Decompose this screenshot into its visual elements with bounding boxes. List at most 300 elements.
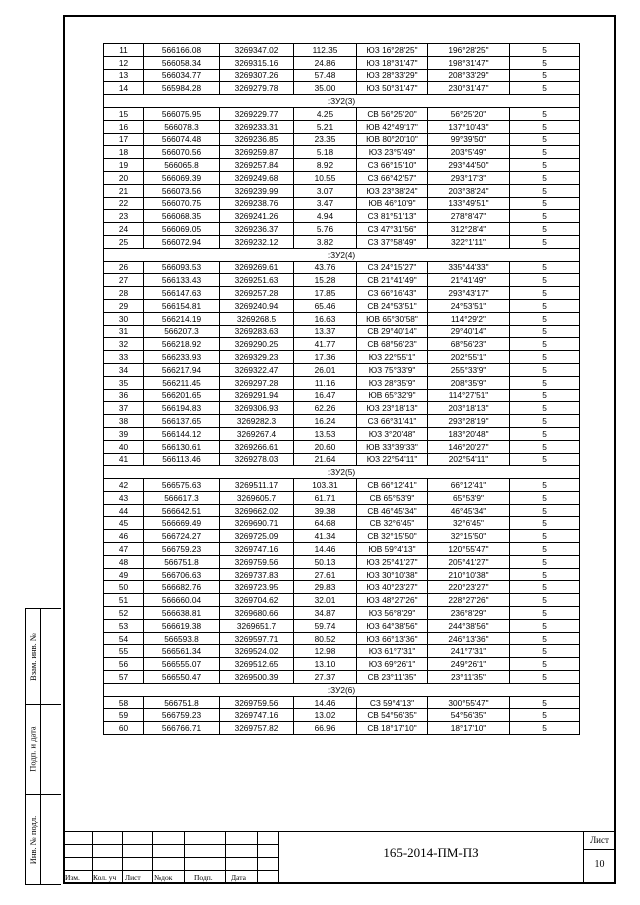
point-number-cell: 55 — [104, 645, 144, 658]
direction-angle-cell: 244°38'56" — [428, 619, 510, 632]
y-coordinate-cell: 3269512.65 — [220, 658, 294, 671]
distance-cell: 3.07 — [294, 184, 357, 197]
distance-cell: 80.52 — [294, 632, 357, 645]
bearing-cell: СЗ 66°15'10" — [357, 159, 428, 172]
x-coordinate-cell: 566660.04 — [144, 594, 220, 607]
distance-cell: 35.00 — [294, 82, 357, 95]
accuracy-cell: 5 — [510, 299, 580, 312]
bearing-cell: СВ 46°45'34" — [357, 504, 428, 517]
bearing-cell: ЮВ 65°32'9" — [357, 389, 428, 402]
y-coordinate-cell: 3269747.16 — [220, 543, 294, 556]
x-coordinate-cell: 566233.93 — [144, 351, 220, 364]
y-coordinate-cell: 3269278.03 — [220, 453, 294, 466]
x-coordinate-cell: 566133.43 — [144, 274, 220, 287]
point-number-cell: 46 — [104, 530, 144, 543]
x-coordinate-cell: 566759.23 — [144, 709, 220, 722]
accuracy-cell: 5 — [510, 619, 580, 632]
table-row — [104, 453, 580, 466]
point-number-cell: 57 — [104, 671, 144, 684]
point-number-cell: 31 — [104, 325, 144, 338]
x-coordinate-cell: 566144.12 — [144, 427, 220, 440]
x-coordinate-cell: 566065.8 — [144, 159, 220, 172]
x-coordinate-cell: 566154.81 — [144, 299, 220, 312]
x-coordinate-cell: 566724.27 — [144, 530, 220, 543]
y-coordinate-cell: 3269240.94 — [220, 299, 294, 312]
bearing-cell: СВ 54°56'35" — [357, 709, 428, 722]
accuracy-cell: 5 — [510, 568, 580, 581]
direction-angle-cell: 210°10'38" — [428, 568, 510, 581]
y-coordinate-cell: 3269704.62 — [220, 594, 294, 607]
y-coordinate-cell: 3269291.94 — [220, 389, 294, 402]
point-number-cell: 27 — [104, 274, 144, 287]
coordinates-table-body — [104, 44, 580, 735]
direction-angle-cell: 220°23'27" — [428, 581, 510, 594]
x-coordinate-cell: 566072.94 — [144, 235, 220, 248]
accuracy-cell: 5 — [510, 671, 580, 684]
direction-angle-cell: 196°28'25" — [428, 44, 510, 57]
distance-cell: 8.92 — [294, 159, 357, 172]
direction-angle-cell: 65°53'9" — [428, 491, 510, 504]
point-number-cell: 56 — [104, 658, 144, 671]
x-coordinate-cell: 566682.76 — [144, 581, 220, 594]
x-coordinate-cell: 566638.81 — [144, 607, 220, 620]
point-number-cell: 54 — [104, 632, 144, 645]
bearing-cell: ЮЗ 23°38'24" — [357, 184, 428, 197]
table-row — [104, 120, 580, 133]
distance-cell: 103.31 — [294, 479, 357, 492]
direction-angle-cell: 120°55'47" — [428, 543, 510, 556]
point-number-cell: 60 — [104, 722, 144, 735]
section-label: :ЗУ2(6) — [104, 683, 580, 696]
bearing-cell: ЮЗ 25°41'27" — [357, 555, 428, 568]
direction-angle-cell: 68°56'23" — [428, 338, 510, 351]
y-coordinate-cell: 3269524.02 — [220, 645, 294, 658]
table-row — [104, 274, 580, 287]
side-stamp-divider — [40, 609, 41, 884]
table-row — [104, 210, 580, 223]
distance-cell: 39.38 — [294, 504, 357, 517]
side-approval-stamp — [25, 608, 61, 885]
bearing-cell: СВ 65°53'9" — [357, 491, 428, 504]
distance-cell: 20.60 — [294, 440, 357, 453]
accuracy-cell: 5 — [510, 453, 580, 466]
y-coordinate-cell: 3269329.23 — [220, 351, 294, 364]
distance-cell: 50.13 — [294, 555, 357, 568]
direction-angle-cell: 32°6'45" — [428, 517, 510, 530]
point-number-cell: 48 — [104, 555, 144, 568]
y-coordinate-cell: 3269283.63 — [220, 325, 294, 338]
direction-angle-cell: 203°38'24" — [428, 184, 510, 197]
y-coordinate-cell: 3269511.17 — [220, 479, 294, 492]
point-number-cell: 15 — [104, 107, 144, 120]
y-coordinate-cell: 3269267.4 — [220, 427, 294, 440]
x-coordinate-cell: 566561.34 — [144, 645, 220, 658]
direction-angle-cell: 293°17'3" — [428, 171, 510, 184]
point-number-cell: 20 — [104, 171, 144, 184]
x-coordinate-cell: 566550.47 — [144, 671, 220, 684]
distance-cell: 13.53 — [294, 427, 357, 440]
y-coordinate-cell: 3269282.3 — [220, 415, 294, 428]
column-label-revision: Изм. — [65, 873, 80, 882]
bearing-cell: СВ 66°12'41" — [357, 479, 428, 492]
distance-cell: 34.87 — [294, 607, 357, 620]
signature-date-label: Подп. и дата — [28, 726, 39, 772]
accuracy-cell: 5 — [510, 722, 580, 735]
direction-angle-cell: 236°8'29" — [428, 607, 510, 620]
direction-angle-cell: 312°28'4" — [428, 223, 510, 236]
accuracy-cell: 5 — [510, 645, 580, 658]
point-number-cell: 11 — [104, 44, 144, 57]
bearing-cell: ЮЗ 30°10'38" — [357, 568, 428, 581]
direction-angle-cell: 32°15'50" — [428, 530, 510, 543]
direction-angle-cell: 228°27'26" — [428, 594, 510, 607]
bearing-cell: СЗ 59°4'13" — [357, 696, 428, 709]
table-row — [104, 658, 580, 671]
accuracy-cell: 5 — [510, 261, 580, 274]
bearing-cell: СЗ 66°42'57" — [357, 171, 428, 184]
y-coordinate-cell: 3269249.68 — [220, 171, 294, 184]
direction-angle-cell: 293°44'50" — [428, 159, 510, 172]
bearing-cell: ЮЗ 50°31'47" — [357, 82, 428, 95]
x-coordinate-cell: 566218.92 — [144, 338, 220, 351]
distance-cell: 32.01 — [294, 594, 357, 607]
x-coordinate-cell: 565984.28 — [144, 82, 220, 95]
revision-row-line — [63, 844, 278, 845]
accuracy-cell: 5 — [510, 210, 580, 223]
point-number-cell: 16 — [104, 120, 144, 133]
bearing-cell: ЮЗ 69°26'1" — [357, 658, 428, 671]
y-coordinate-cell: 3269725.09 — [220, 530, 294, 543]
accuracy-cell: 5 — [510, 325, 580, 338]
document-code: 165-2014-ПМ-ПЗ — [383, 845, 479, 860]
bearing-cell: СВ 18°17'10" — [357, 722, 428, 735]
point-number-cell: 25 — [104, 235, 144, 248]
accuracy-cell: 5 — [510, 351, 580, 364]
point-number-cell: 23 — [104, 210, 144, 223]
y-coordinate-cell: 3269257.84 — [220, 159, 294, 172]
point-number-cell: 21 — [104, 184, 144, 197]
point-number-cell: 19 — [104, 159, 144, 172]
y-coordinate-cell: 3269236.37 — [220, 223, 294, 236]
accuracy-cell: 5 — [510, 146, 580, 159]
table-row — [104, 56, 580, 69]
bearing-cell: СВ 32°6'45" — [357, 517, 428, 530]
coordinates-table — [103, 43, 580, 735]
column-label-quantity: Кол. уч — [93, 873, 117, 882]
point-number-cell: 52 — [104, 607, 144, 620]
y-coordinate-cell: 3269347.02 — [220, 44, 294, 57]
y-coordinate-cell: 3269306.93 — [220, 402, 294, 415]
x-coordinate-cell: 566217.94 — [144, 363, 220, 376]
direction-angle-cell: 54°56'35" — [428, 709, 510, 722]
x-coordinate-cell: 566214.19 — [144, 312, 220, 325]
point-number-cell: 49 — [104, 568, 144, 581]
table-row — [104, 287, 580, 300]
y-coordinate-cell: 3269297.28 — [220, 376, 294, 389]
x-coordinate-cell: 566201.65 — [144, 389, 220, 402]
revision-row-line — [63, 870, 278, 871]
x-coordinate-cell: 566137.65 — [144, 415, 220, 428]
point-number-cell: 39 — [104, 427, 144, 440]
x-coordinate-cell: 566575.63 — [144, 479, 220, 492]
x-coordinate-cell: 566078.3 — [144, 120, 220, 133]
section-header-row — [104, 248, 580, 261]
table-row — [104, 146, 580, 159]
bearing-cell: СВ 24°53'51" — [357, 299, 428, 312]
y-coordinate-cell: 3269241.26 — [220, 210, 294, 223]
distance-cell: 24.86 — [294, 56, 357, 69]
table-row — [104, 722, 580, 735]
distance-cell: 112.35 — [294, 44, 357, 57]
distance-cell: 14.46 — [294, 696, 357, 709]
x-coordinate-cell: 566669.49 — [144, 517, 220, 530]
distance-cell: 66.96 — [294, 722, 357, 735]
accuracy-cell: 5 — [510, 389, 580, 402]
distance-cell: 16.63 — [294, 312, 357, 325]
table-row — [104, 184, 580, 197]
point-number-cell: 41 — [104, 453, 144, 466]
bearing-cell: ЮЗ 3°20'48" — [357, 427, 428, 440]
table-row — [104, 645, 580, 658]
title-block — [63, 831, 616, 884]
x-coordinate-cell: 566034.77 — [144, 69, 220, 82]
point-number-cell: 24 — [104, 223, 144, 236]
bearing-cell: ЮЗ 75°33'9" — [357, 363, 428, 376]
accuracy-cell: 5 — [510, 658, 580, 671]
direction-angle-cell: 300°55'47" — [428, 696, 510, 709]
y-coordinate-cell: 3269269.61 — [220, 261, 294, 274]
x-coordinate-cell: 566113.46 — [144, 453, 220, 466]
bearing-cell: ЮВ 80°20'10" — [357, 133, 428, 146]
x-coordinate-cell: 566593.8 — [144, 632, 220, 645]
distance-cell: 3.82 — [294, 235, 357, 248]
accuracy-cell: 5 — [510, 632, 580, 645]
accuracy-cell: 5 — [510, 274, 580, 287]
distance-cell: 13.02 — [294, 709, 357, 722]
table-row — [104, 261, 580, 274]
table-row — [104, 415, 580, 428]
table-row — [104, 107, 580, 120]
distance-cell: 41.34 — [294, 530, 357, 543]
direction-angle-cell: 335°44'33" — [428, 261, 510, 274]
direction-angle-cell: 203°18'13" — [428, 402, 510, 415]
y-coordinate-cell: 3269232.12 — [220, 235, 294, 248]
accuracy-cell: 5 — [510, 581, 580, 594]
accuracy-cell: 5 — [510, 69, 580, 82]
bearing-cell: СЗ 66°16'43" — [357, 287, 428, 300]
x-coordinate-cell: 566766.71 — [144, 722, 220, 735]
column-label-signature: Подп. — [194, 873, 213, 882]
x-coordinate-cell: 566759.23 — [144, 543, 220, 556]
direction-angle-cell: 249°26'1" — [428, 658, 510, 671]
y-coordinate-cell: 3269307.26 — [220, 69, 294, 82]
point-number-cell: 44 — [104, 504, 144, 517]
table-row — [104, 568, 580, 581]
distance-cell: 5.21 — [294, 120, 357, 133]
distance-cell: 64.68 — [294, 517, 357, 530]
x-coordinate-cell: 566706.63 — [144, 568, 220, 581]
y-coordinate-cell: 3269662.02 — [220, 504, 294, 517]
table-row — [104, 82, 580, 95]
direction-angle-cell: 246°13'36" — [428, 632, 510, 645]
x-coordinate-cell: 566068.35 — [144, 210, 220, 223]
y-coordinate-cell: 3269757.82 — [220, 722, 294, 735]
y-coordinate-cell: 3269737.83 — [220, 568, 294, 581]
revision-col-line — [122, 831, 123, 884]
y-coordinate-cell: 3269279.78 — [220, 82, 294, 95]
direction-angle-cell: 278°8'47" — [428, 210, 510, 223]
section-header-row — [104, 683, 580, 696]
point-number-cell: 58 — [104, 696, 144, 709]
table-row — [104, 363, 580, 376]
accuracy-cell: 5 — [510, 44, 580, 57]
accuracy-cell: 5 — [510, 312, 580, 325]
bearing-cell: ЮВ 59°4'13" — [357, 543, 428, 556]
section-header-row — [104, 466, 580, 479]
accuracy-cell: 5 — [510, 427, 580, 440]
x-coordinate-cell: 566069.05 — [144, 223, 220, 236]
distance-cell: 13.10 — [294, 658, 357, 671]
point-number-cell: 42 — [104, 479, 144, 492]
distance-cell: 14.46 — [294, 543, 357, 556]
distance-cell: 17.85 — [294, 287, 357, 300]
point-number-cell: 45 — [104, 517, 144, 530]
point-number-cell: 59 — [104, 709, 144, 722]
table-row — [104, 159, 580, 172]
accuracy-cell: 5 — [510, 415, 580, 428]
point-number-cell: 29 — [104, 299, 144, 312]
x-coordinate-cell: 566207.3 — [144, 325, 220, 338]
bearing-cell: СЗ 66°31'41" — [357, 415, 428, 428]
table-row — [104, 581, 580, 594]
bearing-cell: ЮВ 46°10'9" — [357, 197, 428, 210]
accuracy-cell: 5 — [510, 184, 580, 197]
accuracy-cell: 5 — [510, 120, 580, 133]
x-coordinate-cell: 566093.53 — [144, 261, 220, 274]
bearing-cell: СВ 23°11'35" — [357, 671, 428, 684]
y-coordinate-cell: 3269238.76 — [220, 197, 294, 210]
direction-angle-cell: 322°1'11" — [428, 235, 510, 248]
y-coordinate-cell: 3269251.63 — [220, 274, 294, 287]
bearing-cell: ЮВ 33°39'33" — [357, 440, 428, 453]
table-row — [104, 619, 580, 632]
section-label: :ЗУ2(5) — [104, 466, 580, 479]
table-row — [104, 479, 580, 492]
table-row — [104, 171, 580, 184]
distance-cell: 11.16 — [294, 376, 357, 389]
x-coordinate-cell: 566070.75 — [144, 197, 220, 210]
section-label: :ЗУ2(3) — [104, 95, 580, 108]
original-inventory-label: Инв. № подл. — [28, 815, 38, 865]
direction-angle-cell: 66°12'41" — [428, 479, 510, 492]
bearing-cell: ЮЗ 64°38'56" — [357, 619, 428, 632]
point-number-cell: 32 — [104, 338, 144, 351]
table-row — [104, 325, 580, 338]
table-row — [104, 312, 580, 325]
direction-angle-cell: 241°7'31" — [428, 645, 510, 658]
y-coordinate-cell: 3269229.77 — [220, 107, 294, 120]
direction-angle-cell: 208°35'9" — [428, 376, 510, 389]
table-row — [104, 671, 580, 684]
point-number-cell: 17 — [104, 133, 144, 146]
x-coordinate-cell: 566555.07 — [144, 658, 220, 671]
point-number-cell: 36 — [104, 389, 144, 402]
x-coordinate-cell: 566166.08 — [144, 44, 220, 57]
table-row — [104, 517, 580, 530]
distance-cell: 27.37 — [294, 671, 357, 684]
bearing-cell: ЮЗ 28°33'29" — [357, 69, 428, 82]
accuracy-cell: 5 — [510, 338, 580, 351]
y-coordinate-cell: 3269605.7 — [220, 491, 294, 504]
accuracy-cell: 5 — [510, 223, 580, 236]
distance-cell: 5.18 — [294, 146, 357, 159]
direction-angle-cell: 114°27'51" — [428, 389, 510, 402]
point-number-cell: 18 — [104, 146, 144, 159]
point-number-cell: 14 — [104, 82, 144, 95]
point-number-cell: 43 — [104, 491, 144, 504]
table-row — [104, 696, 580, 709]
table-row — [104, 223, 580, 236]
point-number-cell: 26 — [104, 261, 144, 274]
y-coordinate-cell: 3269723.95 — [220, 581, 294, 594]
accuracy-cell: 5 — [510, 171, 580, 184]
accuracy-cell: 5 — [510, 491, 580, 504]
table-row — [104, 299, 580, 312]
distance-cell: 12.98 — [294, 645, 357, 658]
table-row — [104, 530, 580, 543]
table-row — [104, 389, 580, 402]
direction-angle-cell: 208°33'29" — [428, 69, 510, 82]
table-row — [104, 504, 580, 517]
direction-angle-cell: 202°55'1" — [428, 351, 510, 364]
accuracy-cell: 5 — [510, 363, 580, 376]
direction-angle-cell: 46°45'34" — [428, 504, 510, 517]
bearing-cell: СВ 68°56'23" — [357, 338, 428, 351]
bearing-cell: ЮЗ 66°13'36" — [357, 632, 428, 645]
table-row — [104, 555, 580, 568]
distance-cell: 57.48 — [294, 69, 357, 82]
bearing-cell: СЗ 24°15'27" — [357, 261, 428, 274]
x-coordinate-cell: 566617.3 — [144, 491, 220, 504]
x-coordinate-cell: 566194.83 — [144, 402, 220, 415]
sheet-cell-line — [583, 849, 616, 850]
direction-angle-cell: 293°43'17" — [428, 287, 510, 300]
y-coordinate-cell: 3269266.61 — [220, 440, 294, 453]
x-coordinate-cell: 566751.8 — [144, 555, 220, 568]
revision-col-line — [257, 831, 258, 884]
distance-cell: 10.55 — [294, 171, 357, 184]
y-coordinate-cell: 3269651.7 — [220, 619, 294, 632]
bearing-cell: ЮЗ 16°28'25" — [357, 44, 428, 57]
x-coordinate-cell: 566073.56 — [144, 184, 220, 197]
accuracy-cell: 5 — [510, 555, 580, 568]
column-label-date: Дата — [231, 873, 246, 882]
direction-angle-cell: 56°25'20" — [428, 107, 510, 120]
point-number-cell: 38 — [104, 415, 144, 428]
bearing-cell: ЮЗ 23°18'13" — [357, 402, 428, 415]
point-number-cell: 12 — [104, 56, 144, 69]
table-row — [104, 69, 580, 82]
direction-angle-cell: 21°41'49" — [428, 274, 510, 287]
point-number-cell: 34 — [104, 363, 144, 376]
revision-col-line — [225, 831, 226, 884]
y-coordinate-cell: 3269690.71 — [220, 517, 294, 530]
distance-cell: 3.47 — [294, 197, 357, 210]
bearing-cell: ЮЗ 23°5'49" — [357, 146, 428, 159]
x-coordinate-cell: 566075.95 — [144, 107, 220, 120]
point-number-cell: 13 — [104, 69, 144, 82]
bearing-cell: СЗ 81°51'13" — [357, 210, 428, 223]
